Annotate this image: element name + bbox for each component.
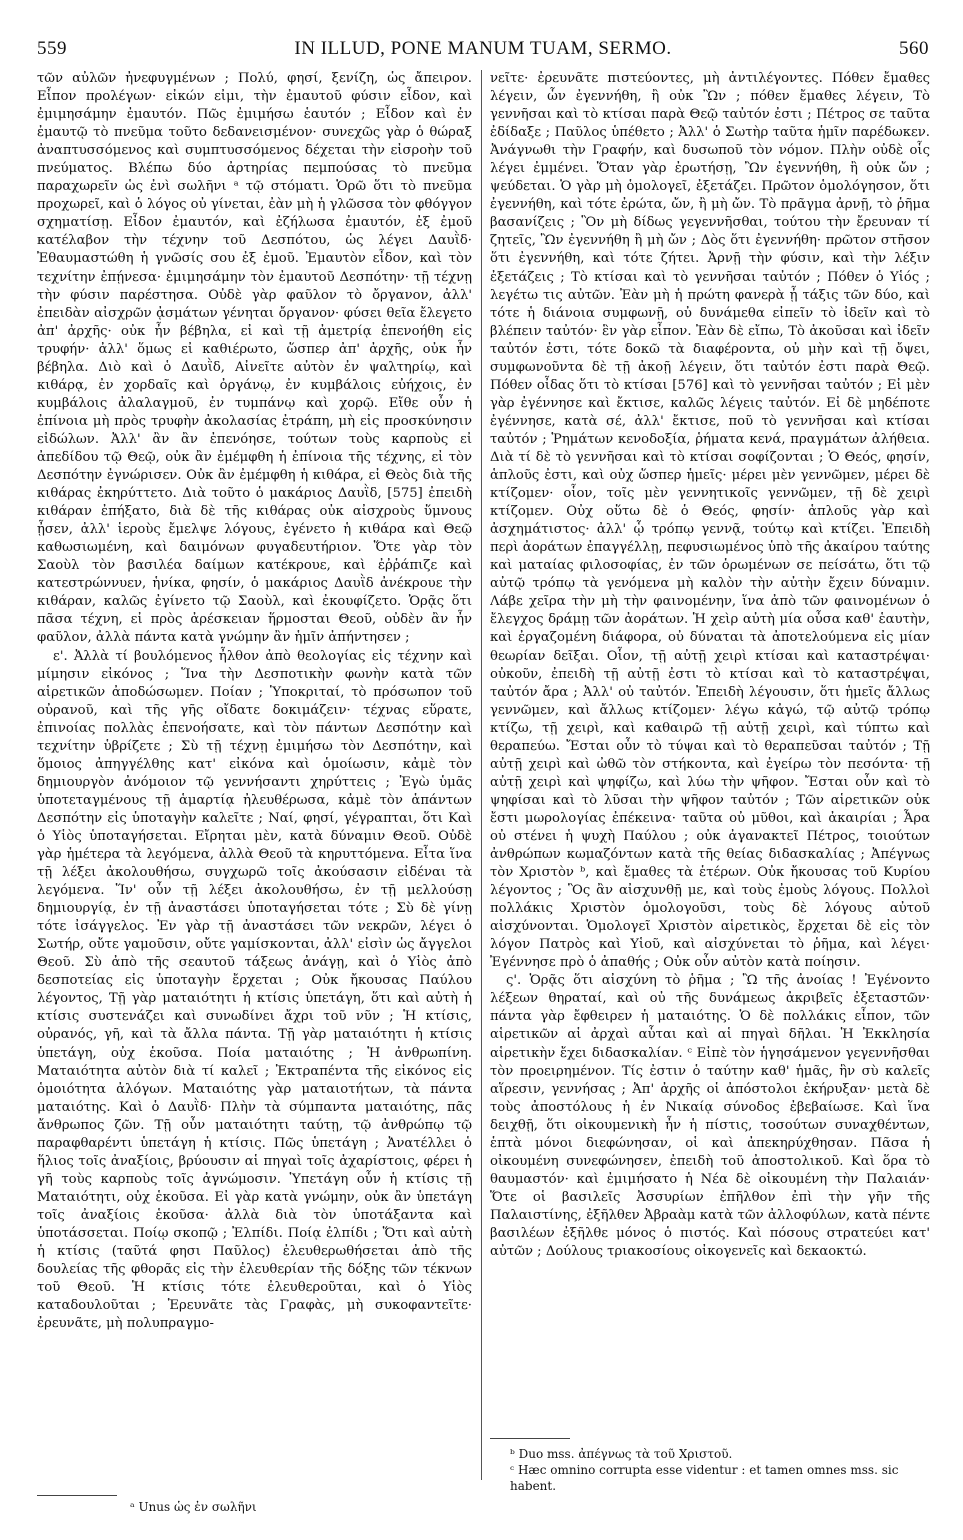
footnote-b: ᵇ Duo mss. ἀπέγνως τὰ τοῦ Χριστοῦ. — [510, 1447, 733, 1461]
footnotes-right — [510, 1446, 930, 1494]
paragraph-section-5: ε'. Ἀλλὰ τί βουλόμενος ἦλθον ἀπὸ θεολογίας εἰς τέχνην καὶ μίμησιν εἰκόνος ; Ἵνα τὴν Δεσποτικὴν φωνὴν κατὰ τῶν αἱρετικῶν ἀποδώσωμεν. Ποίαν ; Ὑποκριταί, τὸ πρόσωπον τοῦ οὐρανοῦ, καὶ τῆς γῆς οἴδατε δοκιμάζειν· τέχνας εὕρατε, ἐπινοίας πολλὰς ἐπενοήσατε, καὶ τὸν πάντων Δεσπότην καὶ τεχνίτην ὑβρίζετε ; Σὺ τῇ τέχνῃ ἐμιμήσω τὸν Δεσπότην, καὶ ὅμοιος ἀπηγγέλθης κατ' εἰκόνα καὶ ὁμοίωσιν, κἀμὲ τὸν δημιουργὸν ἀνόμοιον τῷ γεννήσαντι χηρύττεις ; Ἐγὼ ὑμᾶς ὑποτεταγμένους τῇ ἁμαρτίᾳ ἠλευθέρωσα, κἀμὲ τὸν ἁπάντων Δεσπότην εἰς ὑποταγὴν καλεῖτε ; Ναί, φησί, γέγραπται, ὅτι Καὶ ὁ Υἱὸς ὑποταγήσεται. Εἴρηται μὲν, κατὰ δύναμιν Θεοῦ. Οὐδὲ γὰρ ἡμέτερα τὰ λεγόμενα, ἀλλὰ Θεοῦ τὰ κηρυττόμενα. Εἶτα ἵνα τῇ λέξει ἀκολουθήσω, συγχωρῶ τοῖς ἀκούσασιν εἰδέναι τὰ λεγόμενα. Ἵν' οὖν τῇ λέξει ἀκολουθήσω, ἐν τῇ μελλούσῃ δημιουργίᾳ, ἐν τῇ ἀναστάσει ὑποταγήσεται τότε ; Σὺ δὲ γίνῃ τότε ἰσάγγελος. Ἐν γὰρ τῇ ἀναστάσει τῶν νεκρῶν, λέγει ὁ Σωτήρ, οὔτε γαμοῦσιν, οὔτε γαμίσκονται, ἀλλ' εἰσὶν ὡς ἄγγελοι Θεοῦ. Σὺ ἀπὸ τῆς σεαυτοῦ τάξεως ἀνάγῃ, καὶ ὁ Υἱὸς ἀπὸ δεσποτείας εἰς ὑποταγὴν ἔρχεται ; Οὐκ ἤκουσας Παύλου λέγοντος, Τῇ γὰρ ματαιότητι ἡ κτίσις ὑπετάγη, ὅτι καὶ αὐτὴ ἡ κτίσις συστενάζει καὶ συνωδίνει ἄχρι τοῦ νῦν ; Ἡ κτίσις, οὐρανός, γῆ, καὶ τὰ ἄλλα πάντα. Τῇ γὰρ ματαιότητι ἡ κτίσις ὑπετάγη, οὐχ ἑκοῦσα. Ποία ματαιότης ; Ἡ ἀνθρωπίνη. Ματαιότητα αὐτὸν διὰ τί καλεῖ ; Ἐκτραπέντα τῆς εἰκόνος εἰς ὁμοιότητα ἀλόγων. Ματαιότης γὰρ ματαιοτήτων, τὰ πάντα ματαιότης. Καὶ ὁ Δαυῒδ· Πλὴν τὰ σύμπαντα ματαιότης, πᾶς ἄνθρωπος ζῶν. Τῇ οὖν ματαιότητι ταύτῃ, τῷ ἀνθρώπῳ τῷ παραφθαρέντι ὑπετάγη ἡ κτίσις. Πῶς ὑπετάγη ; Ἀνατέλλει ὁ ἥλιος τοῖς ἀναξίοις, βρύουσιν αἱ πηγαὶ τοῖς ἀχαρίστοις, φέρει ἡ γῆ τοὺς καρποὺς τοῖς ἀγνώμοσιν. Ὑπετάγη οὖν ἡ κτίσις τῇ Ματαιότητι, οὐχ ἑκοῦσα. Εἰ γὰρ κατὰ γνώμην, οὐκ ἂν ὑπετάγη τοῖς ἀναξίοις ἑκοῦσα· ἀλλὰ διὰ τὸν ὑποτάξαντα καὶ ὑποτάσσεται. Ποίῳ σκοπῷ ; Ἐλπίδι. Ποίᾳ ἐλπίδι ; Ὅτι καὶ αὐτὴ ἡ κτίσις (ταῦτά φησι Παῦλος) ἐλευθερωθήσεται ἀπὸ τῆς δουλείας τῆς φθορᾶς εἰς τὴν ἐλευθερίαν τῆς δόξης τῶν τέκνων τοῦ Θεοῦ. Ἡ κτίσις τότε ἐλευθεροῦται, καὶ ὁ Υἱὸς καταδουλοῦται ; Ἐρευνᾶτε τὰς Γραφὰς, μὴ συκοφαντεῖτε· ἐρευνᾶτε, μὴ πολυπραγμο- — [37, 648, 472, 1332]
column-divider — [481, 70, 482, 1480]
footnote-rule — [37, 1495, 117, 1496]
paragraph: τῶν αὐλῶν ἠνεφυγμένων ; Πολύ, φησί, ξενίζη, ὡς ἄπειρον. Εἶπον προλέγων· εἰκών εἰμι, τὴν ἐμαυτοῦ φύσιν εἶδον, καὶ ἐμιμησάμην ἐμαυτόν. Πῶς ἐμιμήσω ἑαυτόν ; Εἶδον καὶ ἐν ἐμαυτῷ τὸ πνεῦμα τοῦτο δεδανεισμένον· συνεχῶς γὰρ ὁ θώραξ ἀναπτυσσόμενος καὶ συμπτυσσόμενος δέχεται τὴν εἰσροὴν τοῦ πνεύματος. Βλέπω δύο ἀρτηρίας πεμπούσας τὸ πνεῦμα παραχωρεῖν ὡς ἐνὶ σωλῆνι ᵃ τῷ στόματι. Ὁρῶ ὅτι τὸ πνεῦμα προχωρεῖ, καὶ ὁ λόγος οὐ γίνεται, ἐὰν μὴ ἡ γλῶσσα τὸν φθόγγον σχηματίσῃ. Εἶδον ἐμαυτόν, καὶ ἐζήλωσα ἐμαυτόν, ἐξ ἐμοῦ κατέλαβον τὴν τέχνην τοῦ Δεσπότου, ὡς λέγει Δαυῒδ· Ἐθαυμαστώθη ἡ γνῶσίς σου ἐξ ἐμοῦ. Ἐμαυτὸν εἶδον, καὶ τὸν τεχνίτην ἐπῄνεσα· ἐμιμησάμην τὸν ἐμαυτοῦ Δεσπότην· τῇ τέχνῃ τὴν φύσιν παρέστησα. Οὐδὲ γὰρ φαῦλον τὸ ὄργανον, ἀλλ' ἐπειδὰν αἰσχρῶν ᾀσμάτων γένηται ὄργανον· φύσει θεῖα ἔλεγετο ἀπ' ἀρχῆς· οὐκ ἦν βέβηλα, εἰ καὶ τῇ ἀμετρίᾳ ἐπενοήθη εἰς τρυφήν· ἀλλ' ὅμως εἰ καθιέρωτο, ὥσπερ ἀπ' ἀρχῆς, οὐκ ἦν βέβηλα. Διὸ καὶ ὁ Δαυῒδ, Αἰνεῖτε αὐτὸν ἐν ψαλτηρίῳ, καὶ κιθάρᾳ, ἐν χορδαῖς καὶ ὀργάνῳ, ἐν κυμβάλοις εὐήχοις, ἐν κυμβάλοις ἀλαλαγμοῦ, ἐν τυμπάνῳ καὶ χορῷ. Εἴθε οὖν ἡ ἐπίνοια μὴ πρὸς τρυφὴν ἀκολασίας ἐτράπη, μὴ εἰς προσκύνησιν εἰδώλων. Ἀλλ' ἂν ἂν ἐπενόησε, τούτων τοὺς καρποὺς εἰ ἀπεδίδου τῷ Θεῷ, οὐκ ἂν ἐμέμφθη ἡ ἐπίνοια τῆς τέχνης, εἰ τὸν Δεσπότην ἐγνώρισεν. Οὐκ ἂν ἐμέμφθη ἡ κιθάρα, εἰ Θεὸς διὰ τῆς κιθάρας ἐκηρύττετο. Διὰ τοῦτο ὁ μακάριος Δαυῒδ, [575] ἐπειδὴ κιθάραν ἐπήξατο, διὰ δὲ τῆς κιθάρας οὐκ αἰσχροὺς ὕμνους ᾖσεν, ἀλλ' ἱεροὺς ἔμελψε λόγους, ἐγένετο ἡ κιθάρα καὶ Θεῷ καθωσιωμένη, καὶ δαιμόνων φυγαδευτήριον. Ὅτε γὰρ τὸν Σαοὺλ τὸν βασιλέα δαίμων κατέκρουε, καὶ ἐῤῥάπιζε καὶ κατεστρώννυεν, ἡνίκα, φησίν, ὁ μακάριος Δαυῒδ ἀνέκρουε τὴν κιθάραν, καλῶς ἐγίνετο τῷ Σαοὺλ, καὶ ἐκουφίζετο. Ὁρᾷς ὅτι πᾶσα τέχνη, εἰ πρὸς ἀρέσκειαν ἥρμοσται Θεοῦ, οὐδὲν ἂν ἦν φαῦλον, ἀλλὰ πάντα κατὰ γνώμην ἂν ἡμῖν ἀπήντησεν ; — [37, 71, 472, 646]
running-header — [37, 38, 929, 68]
left-column — [37, 70, 472, 1500]
page-number-left: 559 — [37, 38, 67, 59]
paragraph: νεῖτε· ἐρευνᾶτε πιστεύοντες, μὴ ἀντιλέγοντες. Πόθεν ἔμαθες λέγειν, ὧν ἐγεννήθη, ἢ οὐκ Ὢν ; πόθεν ἔμαθες λέγειν, Τὸ γεννῆσαι καὶ τὸ κτίσαι παρὰ Θεῷ ταὐτόν ἐστι ; Πέτρος σε ταῦτα ἐδίδαξε ; Παῦλος ὑπέθετο ; Ἀλλ' ὁ Σωτὴρ ταῦτα ἡμῖν παρέδωκεν. Ἀνάγνωθι τὴν Γραφήν, καὶ δυσωποῦ τὸν νόμον. Πλὴν οὐδὲ οἷς λέγει ἐμμένει. Ὅταν γὰρ ἐρωτήσῃ, Ὢν ἐγεννήθη, ἢ οὐκ ὤν ; ψεύδεται. Ὁ γὰρ μὴ ὁμολογεῖ, ἐξετάζει. Πρῶτον ὁμολόγησον, ὅτι ἐγεννήθη, καὶ τότε ἐρώτα, ὤν, ἢ μὴ ὤν. Τὸ πρᾶγμα ἀρνῇ, τὸ ῥῆμα βασανίζεις ; Ὃν μὴ δίδως γεγεννῆσθαι, τούτου τὴν ἔρευναν τί ζητεῖς, Ὢν ἐγεννήθη ἢ μὴ ὤν ; Δὸς ὅτι ἐγεννήθη· πρῶτον στῆσον ὅτι ἐγεννήθη, καὶ τότε ζήτει. Ἀρνῇ τὴν φύσιν, καὶ τὴν λέξιν ἐξετάζεις ; Τὸ κτίσαι καὶ τὸ γεννῆσαι ταὐτόν ; Πόθεν ὁ Υἱός ; λεγέτω τις αὐτῶν. Ἐὰν μὴ ἡ πρώτη φανερὰ ᾖ τάξις τῶν δύο, καὶ τότε ἡ διάνοια συμφωνῇ, οὐ δυνάμεθα εἰπεῖν τὸ ἰδεῖν καὶ τὸ βλέπειν ταὐτόν· ἓν γὰρ εἶπον. Ἐὰν δὲ εἴπω, Τὸ ἀκοῦσαι καὶ ἰδεῖν ταὐτόν ἐστι, τότε δοκῶ τὰ διαφέροντα, οὐ μὴν καὶ τῇ ὄψει, συμφωνοῦντα δὲ τῇ ἀκοῇ λέγειν, ὅτι ταὐτόν ἐστι παρὰ Θεῷ. Πόθεν οἶδας ὅτι τὸ κτίσαι [576] καὶ τὸ γεννῆσαι ταὐτόν ; Εἰ μὲν γὰρ ἐγέννησε καὶ ἔκτισε, καλῶς λέγεις ταὐτόν. Εἰ δὲ μηδέποτε ἐγέννησε, κατὰ σέ, ἀλλ' ἔκτισε, ποῦ τὸ γεννῆσαι καὶ κτίσαι ταὐτόν ; Ῥημάτων κενοδοξία, ῥήματα κενά, πραγμάτων ἀλήθεια. Διὰ τί δὲ τὸ γεννῆσαι καὶ τὸ κτίσαι σοφίζονται ; Ὁ Θεός, φησίν, ἁπλοῦς ἐστι, καὶ οὐχ ὥσπερ ἡμεῖς· μέρει μὲν γεννῶμεν, μέρει δὲ κτίζομεν· οἷον, τοῖς μὲν γεννητικοῖς γεννῶμεν, τῇ δὲ χειρὶ κτίζομεν. Οὐχ οὕτω δὲ ὁ Θεός, φησίν· ἁπλοῦς γὰρ καὶ ἀσχημάτιστος· ἀλλ' ᾧ τρόπῳ γεννᾷ, τούτῳ καὶ κτίζει. Ἐπειδὴ περὶ ἀοράτων ἐπαγγέλλῃ, πεφυσιωμένος ὑπὸ τῆς ἀκαίρου ταύτης καὶ ματαίας φιλοσοφίας, ἐν τῶν ὁρωμένων σε πείσάτω, ὅτι τῷ αὐτῷ τρόπῳ τὰ γενόμενα μὴ καλὸν τὴν αὐτὴν ἔχειν δύναμιν. Λάβε χεῖρα τὴν μὴ τὴν φαινομένην, ἵνα ἀπὸ τῶν φαινομένων ὁ ἔλεγχος δράμῃ τῶν ἀοράτων. Ἡ χεὶρ αὐτὴ μία οὖσα καθ' ἑαυτὴν, καὶ ἐργαζομένη διάφορα, οὐ δύναται τὰ ἀποτελούμενα εἰς μίαν θεωρίαν δεῖξαι. Οἷον, τῇ αὐτῇ χειρὶ κτίσαι καὶ καταστρέψαι· οὐκοῦν, ἐπειδὴ τῇ αὐτῇ ἐστι τὸ κτίσαι καὶ τὸ καταστρέψαι, ταὐτόν ἄρα ; Ἀλλ' οὐ ταὐτόν. Ἐπειδὴ λέγουσιν, ὅτι ἡμεῖς ἄλλως γεννῶμεν, καὶ ἄλλως κτίζομεν· λέγω κἀγώ, τῷ αὐτῷ τρόπῳ κτίζω, τῇ χειρὶ, καὶ καθαιρῶ τῇ αὐτῇ χειρὶ, καὶ τύπτω καὶ θεραπεύω. Ἔσται οὖν τὸ τύψαι καὶ τὸ θεραπεῦσαι ταὐτόν ; Τῇ αὐτῇ χειρὶ καὶ ὠθῶ τὸν στήκοντα, καὶ ἐγείρω τὸν πεσόντα· τῇ αὐτῇ χειρὶ καὶ ψηφίζω, καὶ λύω τὴν ψῆφον. Ἔσται οὖν καὶ τὸ ψηφίσαι καὶ τὸ λῦσαι τὴν ψῆφον ταὐτόν ; Τῶν αἱρετικῶν οὐκ ἔστι μωρολογίας ἐπέκεινα· ταῦτα οὐ μῦθοι, καὶ ἀκαιρίαι ; Ἆρα οὐ στένει ἡ ψυχὴ Παύλου ; οὐκ ἀγανακτεῖ Πέτρος, τοιούτων ἀνθρώπων κωμαζόντων κατὰ τῆς θείας διδασκαλίας ; Ἀπέγνως τὸν Χριστὸν ᵇ, καὶ ἔμαθες τὰ ἑτέρων. Οὐκ ἤκουσας τοῦ Κυρίου λέγοντος ; Ὃς ἂν αἰσχυνθῇ με, καὶ τοὺς ἐμοὺς λόγους. Πολλοὶ πολλάκις Χριστὸν ὁμολογοῦσι, τοὺς δὲ λόγους αὐτοῦ αἰσχύνονται. Ὁμολογεῖ Χριστὸν αἱρετικὸς, ἔρχεται δὲ εἰς τὸν λόγον Πατρὸς καὶ Υἱοῦ, καὶ αἰσχύνεται τὸ ῥῆμα, καὶ λέγει· Ἐγέννησε πρὸ ὁ ἀπαθής ; Οὐκ οὖν αὐτὸν κατὰ ποίησιν. — [490, 71, 930, 971]
running-title: IN ILLUD, PONE MANUM TUAM, SERMO. — [294, 38, 672, 59]
paragraph-section-6: ς'. Ὁρᾷς ὅτι αἰσχύνη τὸ ῥῆμα ; Ὢ τῆς ἀνοίας ! Ἐγένοντο λέξεων θηραταί, καὶ οὐ τῆς δυνάμεως ἀκριβεῖς ἐξεταστῶν· πάντα γὰρ ἔφθειρεν ἡ ματαιότης. Ὁ δὲ πολλάκις εἶπον, τῶν αἱρετικῶν αἱ ἀρχαὶ αὗται καὶ αἱ πηγαὶ δῆλαι. Ἡ Ἐκκλησία αἱρετικὴν ἔχει διδασκαλίαν. ᶜ Εἰπὲ τὸν ἡγησάμενον γεγεννῆσθαι τὸν προειρημένον. Τίς ἐστιν ὁ ταύτην καθ' ἡμᾶς, ἣν σὺ καλεῖς αἵρεσιν, γεννήσας ; Ἀπ' ἀρχῆς οἱ ἀπόστολοι ἐκήρυξαν· μετὰ δὲ τοὺς ἀποστόλους ἡ ἐν Νικαίᾳ σύνοδος ἐβεβαίωσε. Καὶ ἵνα δειχθῇ, ὅτι οἰκουμενικὴ ἦν ἡ πίστις, τοσούτων συναχθέντων, ἑπτὰ μόνοι διεφώνησαν, οἱ καὶ ἀπεκηρύχθησαν. Πᾶσα ἡ οἰκουμένη συνεφώνησεν, ἐπειδὴ τοῦ ἀποστολικοῦ. Καὶ ὅρα τὸ θαυμαστόν· καὶ ἐμιμήσατο ἡ Νέα δὲ οἰκουμένη τὴν Παλαιάν· Ὅτε οἱ βασιλεῖς Ἀσσυρίων ἐπῆλθον ἐπὶ τὴν γῆν τῆς Παλαιστίνης, ἐξῆλθεν Ἀβραὰμ κατὰ τῶν ἀλλοφύλων, κατὰ πέντε βασιλέων ἐξῆλθε μόνος ὁ πιστός. Καὶ πόσους στρατεύει κατ' αὐτῶν ; Δούλους τριακοσίους οἰκογενεῖς καὶ δεκαοκτώ. — [490, 973, 930, 1260]
page-number-right: 560 — [899, 38, 929, 59]
right-column — [490, 70, 930, 1430]
footnote-a: ᵃ Unus ὡς ἐν σωλῆνι — [130, 1500, 257, 1514]
footnote-rule — [490, 1438, 570, 1439]
footnote-c: ᶜ Hæc omnino corrupta esse videntur : et tamen omnes mss. sic habent. — [510, 1463, 899, 1493]
